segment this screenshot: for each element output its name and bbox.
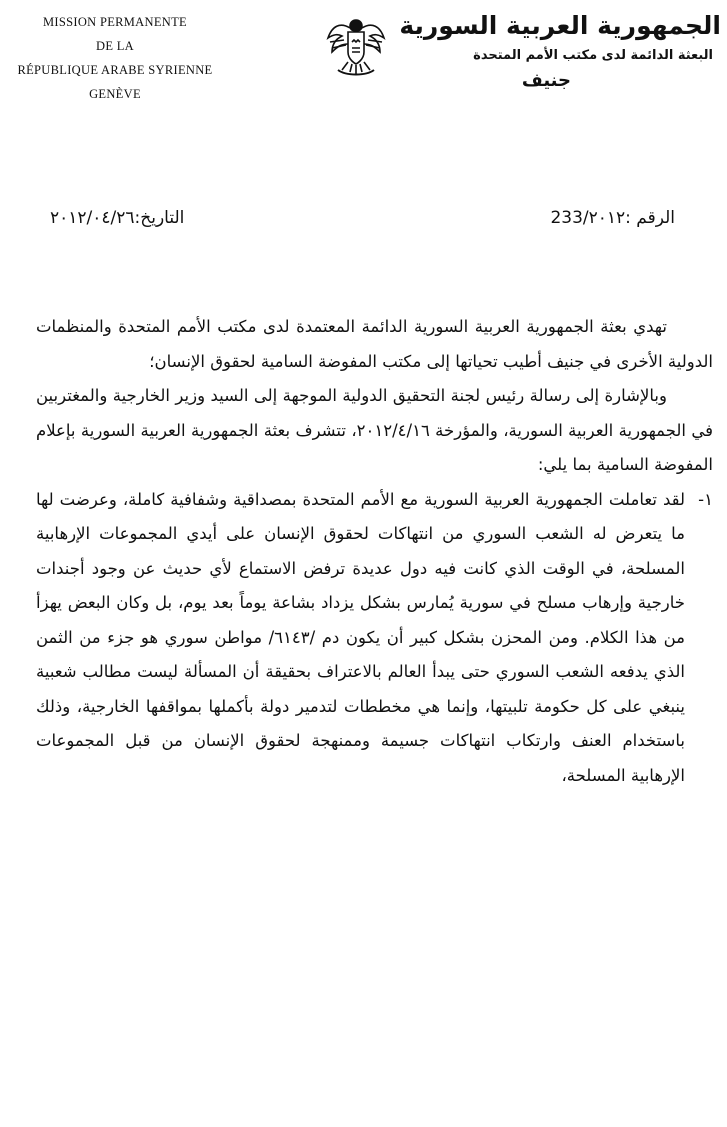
intro-paragraph: تهدي بعثة الجمهورية العربية السورية الدائمة المعتمدة لدى مكتب الأمم المتحدة والمنظمات الدولية الأخرى في جنيف أطيب تحياتها إلى مكتب المفوضة السامية لحقوق الإنسان؛ — [36, 317, 713, 371]
letterhead-line: MISSION PERMANENTE — [43, 15, 187, 29]
letterhead-line: RÉPUBLIQUE ARABE SYRIENNE — [17, 63, 213, 77]
eagle-emblem-icon — [326, 12, 386, 78]
reference-number: الرقم :233/٢٠١٢ — [550, 208, 675, 228]
reference-paragraph: وبالإشارة إلى رسالة رئيس لجنة التحقيق الدولية الموجهة إلى السيد وزير الخارجية والمغتربين في الجمهورية العربية السورية، والمؤرخة ٢٠١٢/٤/١٦، تتشرف بعثة الجمهورية العربية السورية بإعلام المفوضة السامية بما يلي: — [36, 386, 713, 474]
list-item-text: لقد تعاملت الجمهورية العربية السورية مع الأمم المتحدة بمصداقية وشفافية كاملة، وعرضت لها ما يتعرض له الشعب السوري من انتهاكات لحقوق الإنسان على أيدي المجموعات الإرهابية المسلحة، في الوقت الذي كانت فيه دول عديدة ترفض الاستماع لأي حديث عن وجود أجندات خارجية وإرهاب مسلح في سورية يُمارس بشكل يزداد بشاعة يوماً بعد يوم، بل وكان البعض يهزأ من هذا الكلام. ومن المحزن بشكل كبير أن يكون دم /٦١٤٣/ مواطن سوري هو جزء من الثمن الذي يدفعه الشعب السوري حتى يبدأ العالم بالاعتراف بحقيقة أن المسألة ليست مطالب شعبية ينبغي على كل حكومة تلبيتها، وإنما هي مخططات لتدمير دولة بأكملها بمواقفها الخارجية، وذلك باستخدام العنف وارتكاب انتهاكات جسيمة وممنهجة لحقوق الإنسان من قبل المجموعات الإرهابية المسلحة، — [36, 489, 685, 785]
list-item — [36, 483, 713, 794]
letterhead-line: GENÈVE — [89, 87, 141, 101]
letter-body — [36, 310, 713, 793]
arabic-letterhead — [399, 8, 721, 94]
french-letterhead — [0, 10, 230, 106]
letterhead-line: DE LA — [96, 39, 134, 53]
arabic-letterhead-title: الجمهورية العربية السورية — [399, 11, 721, 40]
list-item-number: ١- — [698, 489, 713, 509]
arabic-letterhead-mission: البعثة الدائمة لدى مكتب الأمم المتحدة — [473, 48, 713, 63]
reference-date: التاريخ:٢٠١٢/٠٤/٢٦ — [50, 208, 185, 228]
arabic-letterhead-city: جنيف — [521, 70, 571, 91]
